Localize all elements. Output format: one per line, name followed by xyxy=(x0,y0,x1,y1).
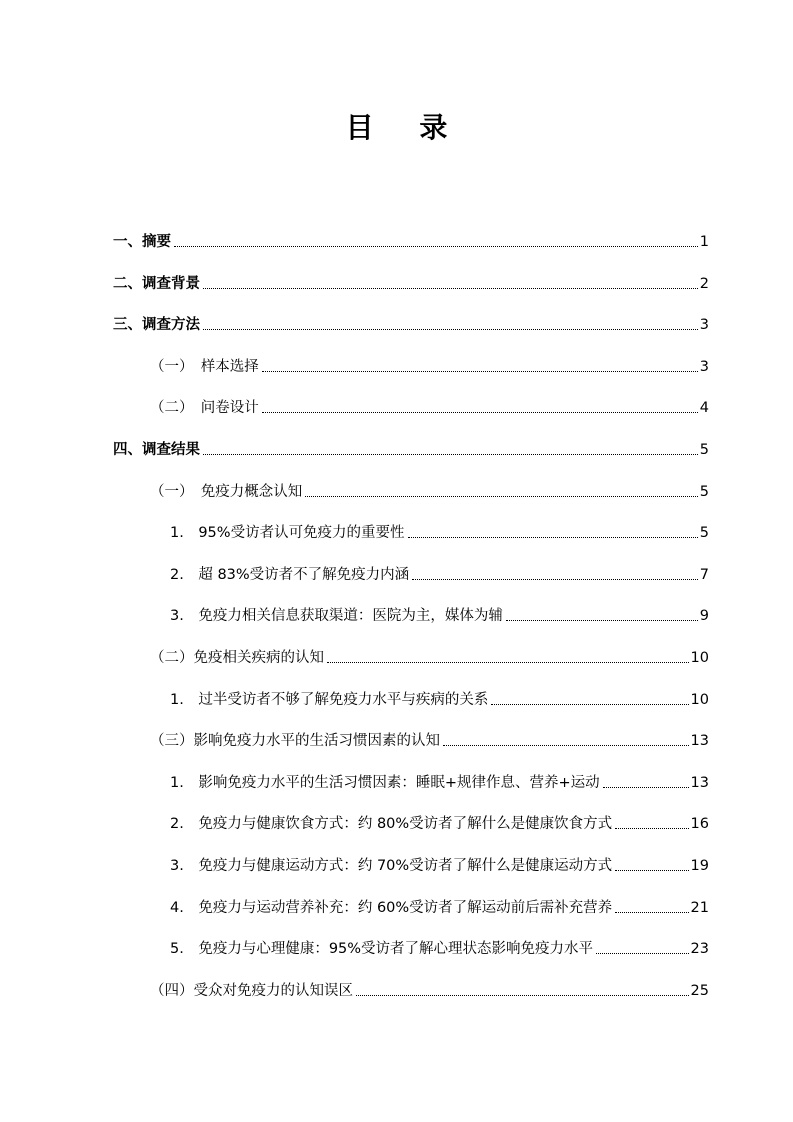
dot-leader xyxy=(615,870,688,871)
dot-leader xyxy=(262,412,698,413)
toc-entry-label: （四）受众对免疫力的认知误区 xyxy=(150,982,353,999)
toc-entry-page-number: 13 xyxy=(690,733,709,750)
toc-entry-page-number: 3 xyxy=(699,358,709,375)
toc-entry[interactable] xyxy=(170,605,709,627)
dot-leader xyxy=(174,246,698,247)
toc-entry-page-number: 5 xyxy=(699,483,709,500)
toc-entry-label: 三、调查方法 xyxy=(113,317,200,334)
toc-entry-page-number: 9 xyxy=(699,608,709,625)
dot-leader xyxy=(327,662,689,663)
toc-entry-page-number: 13 xyxy=(690,774,709,791)
toc-entry-label: （二） 问卷设计 xyxy=(150,400,259,417)
dot-leader xyxy=(356,995,689,996)
toc-entry[interactable] xyxy=(170,813,709,835)
toc-title: 目 录 xyxy=(345,111,466,144)
toc-entry-label: 四、调查结果 xyxy=(113,442,200,458)
toc-entry-page-number: 5 xyxy=(699,525,709,542)
toc-entry[interactable] xyxy=(150,356,709,378)
dot-leader xyxy=(443,745,689,746)
toc-entry-label: 2. 超 83%受访者不了解免疫力内涵 xyxy=(170,566,410,583)
toc-entry-label: 2. 免疫力与健康饮食方式：约 80%受访者了解什么是健康饮食方式 xyxy=(170,816,613,833)
toc-entry-page-number: 16 xyxy=(690,816,709,833)
dot-leader xyxy=(203,288,698,289)
toc-entry-page-number: 1 xyxy=(699,234,709,250)
toc-entry-page-number: 7 xyxy=(699,566,709,583)
toc-entry-page-number: 3 xyxy=(699,317,709,334)
toc-entry[interactable] xyxy=(170,938,709,960)
toc-entry[interactable] xyxy=(170,564,709,586)
toc-entry[interactable] xyxy=(170,522,709,544)
toc-entry-page-number: 5 xyxy=(699,442,709,458)
toc-entry-label: 1. 95%受访者认可免疫力的重要性 xyxy=(170,525,405,542)
toc-entry-label: 3. 免疫力相关信息获取渠道：医院为主，媒体为辅 xyxy=(170,608,503,625)
toc-entry[interactable] xyxy=(170,772,709,794)
toc-entry-label: （一） 样本选择 xyxy=(150,358,259,375)
toc-entry[interactable] xyxy=(150,980,709,1002)
toc-entry-label: 3. 免疫力与健康运动方式：约 70%受访者了解什么是健康运动方式 xyxy=(170,858,613,874)
toc-entry-label: 5. 免疫力与心理健康：95%受访者了解心理状态影响免疫力水平 xyxy=(170,941,594,958)
dot-leader xyxy=(491,704,688,705)
toc-entry-label: 二、调查背景 xyxy=(113,275,200,292)
toc-entry-label: （二）免疫相关疾病的认知 xyxy=(150,650,324,666)
dot-leader xyxy=(408,537,698,538)
toc-entry[interactable] xyxy=(113,273,709,295)
toc-entry[interactable] xyxy=(150,397,709,419)
toc-entry-page-number: 10 xyxy=(690,650,709,666)
toc-entry-label: 一、摘要 xyxy=(113,234,171,250)
dot-leader xyxy=(412,579,698,580)
toc-entry[interactable] xyxy=(113,231,709,253)
toc-entry[interactable] xyxy=(113,314,709,336)
dot-leader xyxy=(615,912,688,913)
toc-entry-page-number: 19 xyxy=(690,858,709,874)
dot-leader xyxy=(203,454,698,455)
toc-entry-label: 1. 影响免疫力水平的生活习惯因素：睡眠+规律作息、营养+运动 xyxy=(170,774,600,791)
dot-leader xyxy=(603,787,689,788)
toc-entry-label: （一） 免疫力概念认知 xyxy=(150,483,303,500)
toc-entry-label: 4. 免疫力与运动营养补充：约 60%受访者了解运动前后需补充营养 xyxy=(170,899,613,916)
toc-entry-page-number: 10 xyxy=(690,691,709,708)
dot-leader xyxy=(203,329,698,330)
toc-entry-label: 1. 过半受访者不够了解免疫力水平与疾病的关系 xyxy=(170,691,489,708)
toc-entry[interactable] xyxy=(150,481,709,503)
toc-entry[interactable] xyxy=(150,730,709,752)
toc-entry[interactable] xyxy=(170,855,709,877)
toc-entry[interactable] xyxy=(113,439,709,461)
dot-leader xyxy=(305,496,698,497)
toc-entry-label: （三）影响免疫力水平的生活习惯因素的认知 xyxy=(150,733,440,750)
toc-entry-page-number: 2 xyxy=(699,275,709,292)
toc-entry[interactable] xyxy=(170,897,709,919)
toc-entry-page-number: 4 xyxy=(699,400,709,417)
dot-leader xyxy=(615,828,688,829)
toc-entry[interactable] xyxy=(150,647,709,669)
dot-leader xyxy=(506,620,698,621)
toc-entry-page-number: 21 xyxy=(690,899,709,916)
toc-entry-page-number: 25 xyxy=(690,982,709,999)
toc-entry-page-number: 23 xyxy=(690,941,709,958)
dot-leader xyxy=(262,371,698,372)
dot-leader xyxy=(596,953,688,954)
toc-entry[interactable] xyxy=(170,689,709,711)
